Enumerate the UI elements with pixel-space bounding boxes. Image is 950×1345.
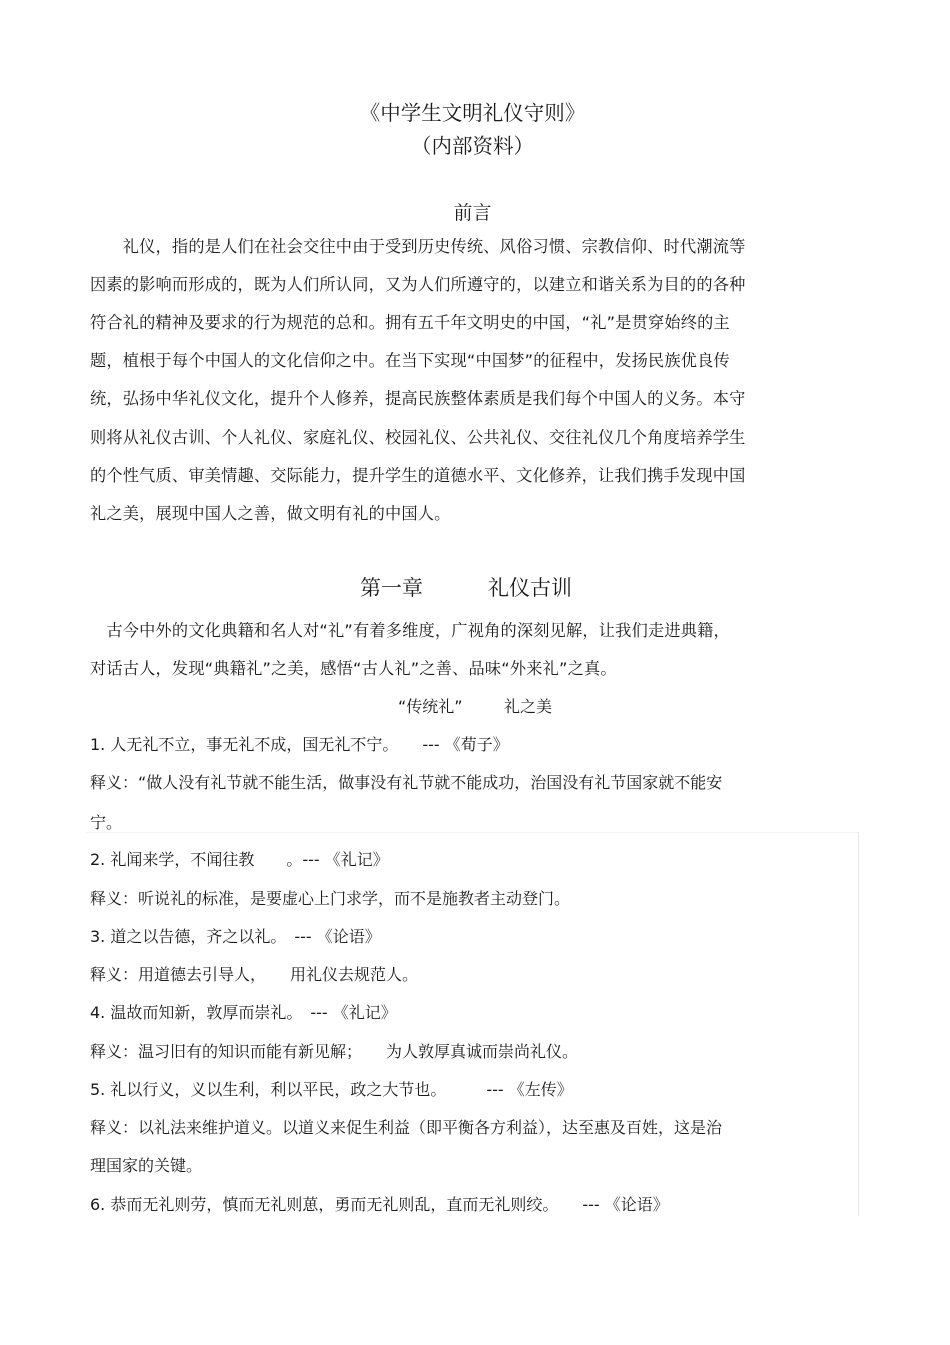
quote-item: 3. 道之以告德，齐之以礼。 --- 《论语》 <box>90 927 381 946</box>
quote-item: 2. 礼闻来学，不闻往教 。--- 《礼记》 <box>90 850 389 869</box>
section-heading-left: “传统礼” <box>398 697 463 716</box>
preface-line: 则将从礼仪古训、个人礼仪、家庭礼仪、校园礼仪、公共礼仪、交往礼仪几个角度培养学生 <box>90 428 746 447</box>
quote-explanation: 理国家的关键。 <box>90 1156 203 1175</box>
quote-explanation: 宁。 <box>90 813 123 832</box>
content-box-top-border <box>86 832 859 833</box>
preface-line: 题，植根于每个中国人的文化信仰之中。在当下实现“中国梦”的征程中，发扬民族优良传 <box>90 351 730 370</box>
quote-explanation: 释义：听说礼的标准，是要虚心上门求学，而不是施教者主动登门。 <box>90 889 571 908</box>
preface-line: 符合礼的精神及要求的行为规范的总和。拥有五千年文明史的中国，“礼”是贯穿始终的主 <box>90 313 730 332</box>
chapter-number: 第一章 <box>360 576 423 600</box>
quote-item: 1. 人无礼不立，事无礼不成，国无礼不宁。 --- 《荀子》 <box>90 735 509 754</box>
preface-line: 礼仪，指的是人们在社会交往中由于受到历史传统、风俗习惯、宗教信仰、时代潮流等 <box>90 237 746 256</box>
content-box-right-border <box>858 832 859 1216</box>
chapter-intro-line: 对话古人，发现“典籍礼”之美，感悟“古人礼”之善、品味“外来礼”之真。 <box>90 659 617 678</box>
quote-explanation: 释义：用道德去引导人， 用礼仪去规范人。 <box>90 965 419 984</box>
section-heading-right: 礼之美 <box>504 697 553 716</box>
chapter-intro-line: 古今中外的文化典籍和名人对“礼”有着多维度，广视角的深刻见解，让我们走进典籍， <box>90 621 730 640</box>
quote-explanation: 释义：“做人没有礼节就不能生活，做事没有礼节就不能成功，治国没有礼节国家就不能安 <box>90 773 723 792</box>
document-subtitle: （内部资料） <box>411 134 534 158</box>
preface-heading: 前言 <box>453 202 492 224</box>
document-title: 《中学生文明礼仪守则》 <box>359 101 586 125</box>
quote-item: 5. 礼以行义，义以生利，利以平民，政之大节也。 --- 《左传》 <box>90 1080 573 1099</box>
quote-explanation: 释义：温习旧有的知识而能有新见解； 为人敦厚真诚而崇尚礼仪。 <box>90 1042 579 1061</box>
chapter-title: 礼仪古训 <box>488 576 572 600</box>
quote-item: 4. 温故而知新，敦厚而崇礼。 --- 《礼记》 <box>90 1003 397 1022</box>
quote-explanation: 释义：以礼法来维护道义。以道义来促生利益（即平衡各方利益），达至惠及百姓，这是治 <box>90 1118 723 1137</box>
preface-line: 因素的影响而形成的，既为人们所认同，又为人们所遵守的，以建立和谐关系为目的的各种 <box>90 275 746 294</box>
quote-item: 6. 恭而无礼则劳，慎而无礼则葸，勇而无礼则乱，直而无礼则绞。 --- 《论语》 <box>90 1195 669 1214</box>
preface-line: 礼之美，展现中国人之善，做文明有礼的中国人。 <box>90 504 451 523</box>
preface-line: 统，弘扬中华礼仪文化，提升个人修养，提高民族整体素质是我们每个中国人的义务。本守 <box>90 389 746 408</box>
preface-line: 的个性气质、审美情趣、交际能力，提升学生的道德水平、文化修养，让我们携手发现中国 <box>90 466 746 485</box>
